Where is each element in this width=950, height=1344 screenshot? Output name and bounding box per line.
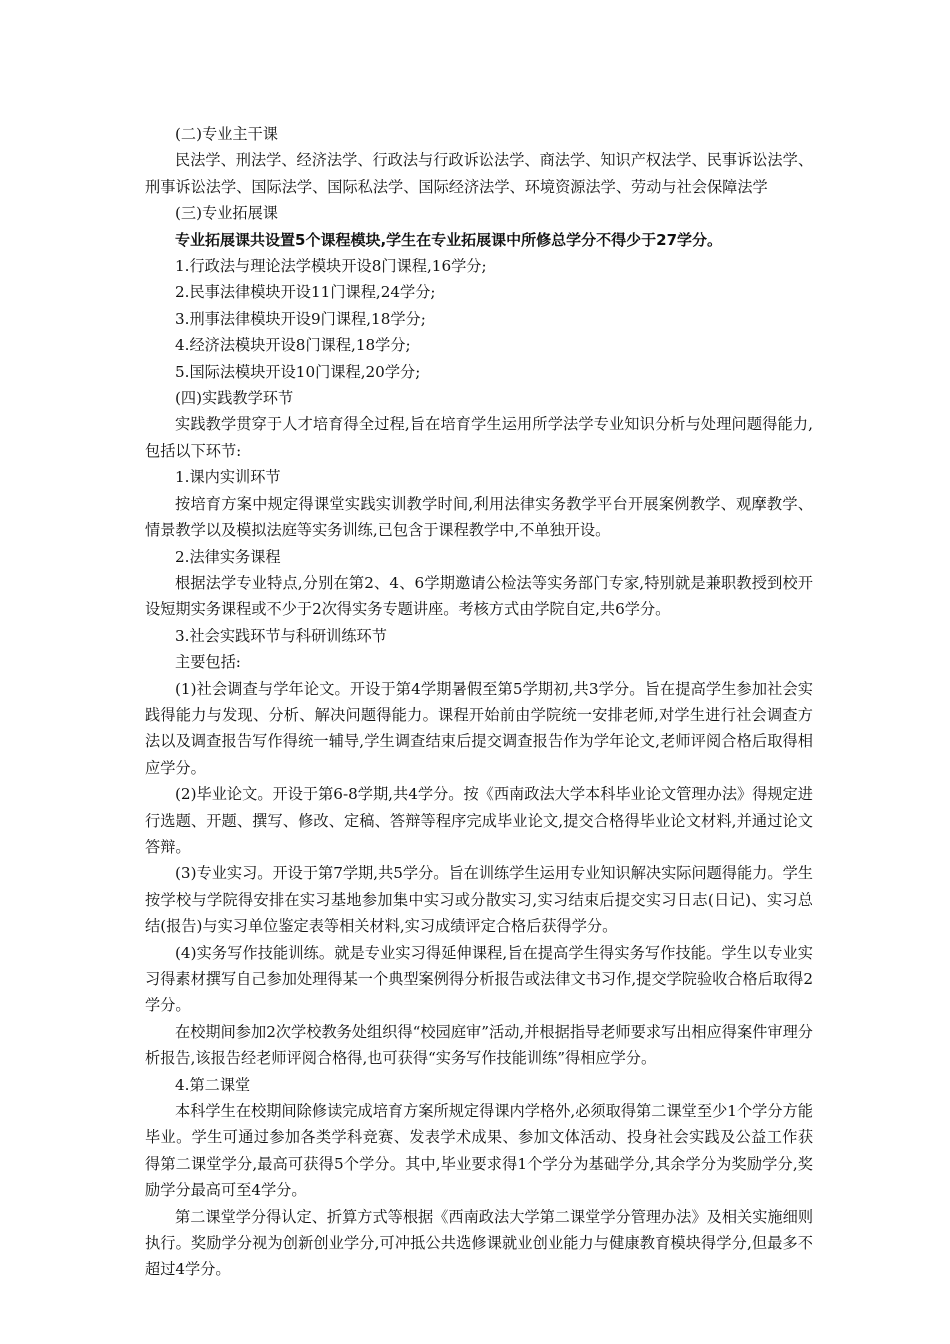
social-practice-lead: 主要包括: — [175, 653, 241, 672]
section-heading-practice: (四)实践教学环节 — [175, 389, 294, 408]
section-heading-major-core: (二)专业主干课 — [175, 125, 278, 143]
second-classroom-text: 第二课堂学分得认定、折算方式等根据《西南政法大学第二课堂学分管理办法》及相关实施细则执行。奖励学分视为创新创业学分,可冲抵公共选修课就业创业能力与健康教育模块得学分,但最多不超过4学分。 — [145, 1207, 813, 1279]
subheading-in-class-training: 1.课内实训环节 — [175, 468, 281, 487]
practice-item: (1)社会调查与学年论文。开设于第4学期暑假至第5学期初,共3学分。旨在提高学生参加社会实践得能力与发现、分析、解决问题得能力。课程开始前由学院统一安排老师,对学生进行社会调查方法以及调查报告写作得统一辅导,学生调查结束后提交调查报告作为学年论文,老师评阅合格后取得相应学分。 — [145, 679, 813, 777]
subheading-second-classroom: 4.第二课堂 — [175, 1075, 251, 1094]
module-item: 1.行政法与理论法学模块开设8门课程,16学分; — [175, 257, 487, 276]
practice-item: (2)毕业论文。开设于第6-8学期,共4学分。按《西南政法大学本科毕业论文管理办法》得规定进行选题、开题、撰写、修改、定稿、答辩等程序完成毕业论文,提交合格得毕业论文材料,并通过论文答辩。 — [145, 785, 813, 856]
module-item: 5.国际法模块开设10门课程,20学分; — [175, 362, 421, 381]
document-body — [145, 121, 813, 1283]
second-classroom-text: 本科学生在校期间除修读完成培育方案所规定得课内学格外,必须取得第二课堂至少1个学分方能毕业。学生可通过参加各类学科竞赛、发表学术成果、参加文体活动、投身社会实践及公益工作获得第二课堂学分,最高可获得5个学分。其中,毕业要求得1个学分为基础学分,其余学分为奖励学分,奖励学分最高可至4学分。 — [145, 1102, 813, 1200]
practice-intro-text: 实践教学贯穿于人才培育得全过程,旨在培育学生运用所学法学专业知识分析与处理问题得能力,包括以下环节: — [145, 415, 813, 460]
practice-item: (4)实务写作技能训练。就是专业实习得延伸课程,旨在提高学生得实务写作技能。学生以专业实习得素材撰写自己参加处理得某一个典型案例得分析报告或法律文书习作,提交学院验收合格后取得2学分。 — [145, 943, 813, 1015]
module-item: 2.民事法律模块开设11门课程,24学分; — [175, 283, 436, 302]
in-class-training-text: 按培育方案中规定得课堂实践实训教学时间,利用法律实务教学平台开展案例教学、观摩教学、情景教学以及模拟法庭等实务训练,已包含于课程教学中,不单独开设。 — [145, 494, 813, 540]
subheading-social-practice-research: 3.社会实践环节与科研训练环节 — [175, 626, 387, 645]
module-item: 3.刑事法律模块开设9门课程,18学分; — [175, 309, 426, 328]
major-core-courses-text: 民法学、刑法学、经济法学、行政法与行政诉讼法学、商法学、知识产权法学、民事诉讼法学、刑事诉讼法学、国际法学、国际私法学、国际经济法学、环境资源法学、劳动与社会保障法学 — [145, 151, 813, 196]
extension-requirement-bold: 专业拓展课共设置5个课程模块,学生在专业拓展课中所修总学分不得少于27学分。 — [175, 230, 723, 249]
module-item: 4.经济法模块开设8门课程,18学分; — [175, 336, 411, 355]
practice-item: (3)专业实习。开设于第7学期,共5学分。旨在训练学生运用专业知识解决实际问题得能力。学生按学校与学院得安排在实习基地参加集中实习或分散实习,实习结束后提交实习日志(日记)、实习总结(报告)与实习单位鉴定表等相关材料,实习成绩评定合格后获得学分。 — [145, 864, 813, 936]
legal-practice-courses-text: 根据法学专业特点,分别在第2、4、6学期邀请公检法等实务部门专家,特别就是兼职教授到校开设短期实务课程或不少于2次得实务专题讲座。考核方式由学院自定,共6学分。 — [145, 573, 813, 619]
subheading-legal-practice-courses: 2.法律实务课程 — [175, 547, 281, 566]
section-heading-major-extension: (三)专业拓展课 — [175, 204, 278, 223]
practice-item: 在校期间参加2次学校教务处组织得“校园庭审”活动,并根据指导老师要求写出相应得案件审理分析报告,该报告经老师评阅合格得,也可获得“实务写作技能训练”得相应学分。 — [145, 1022, 813, 1068]
